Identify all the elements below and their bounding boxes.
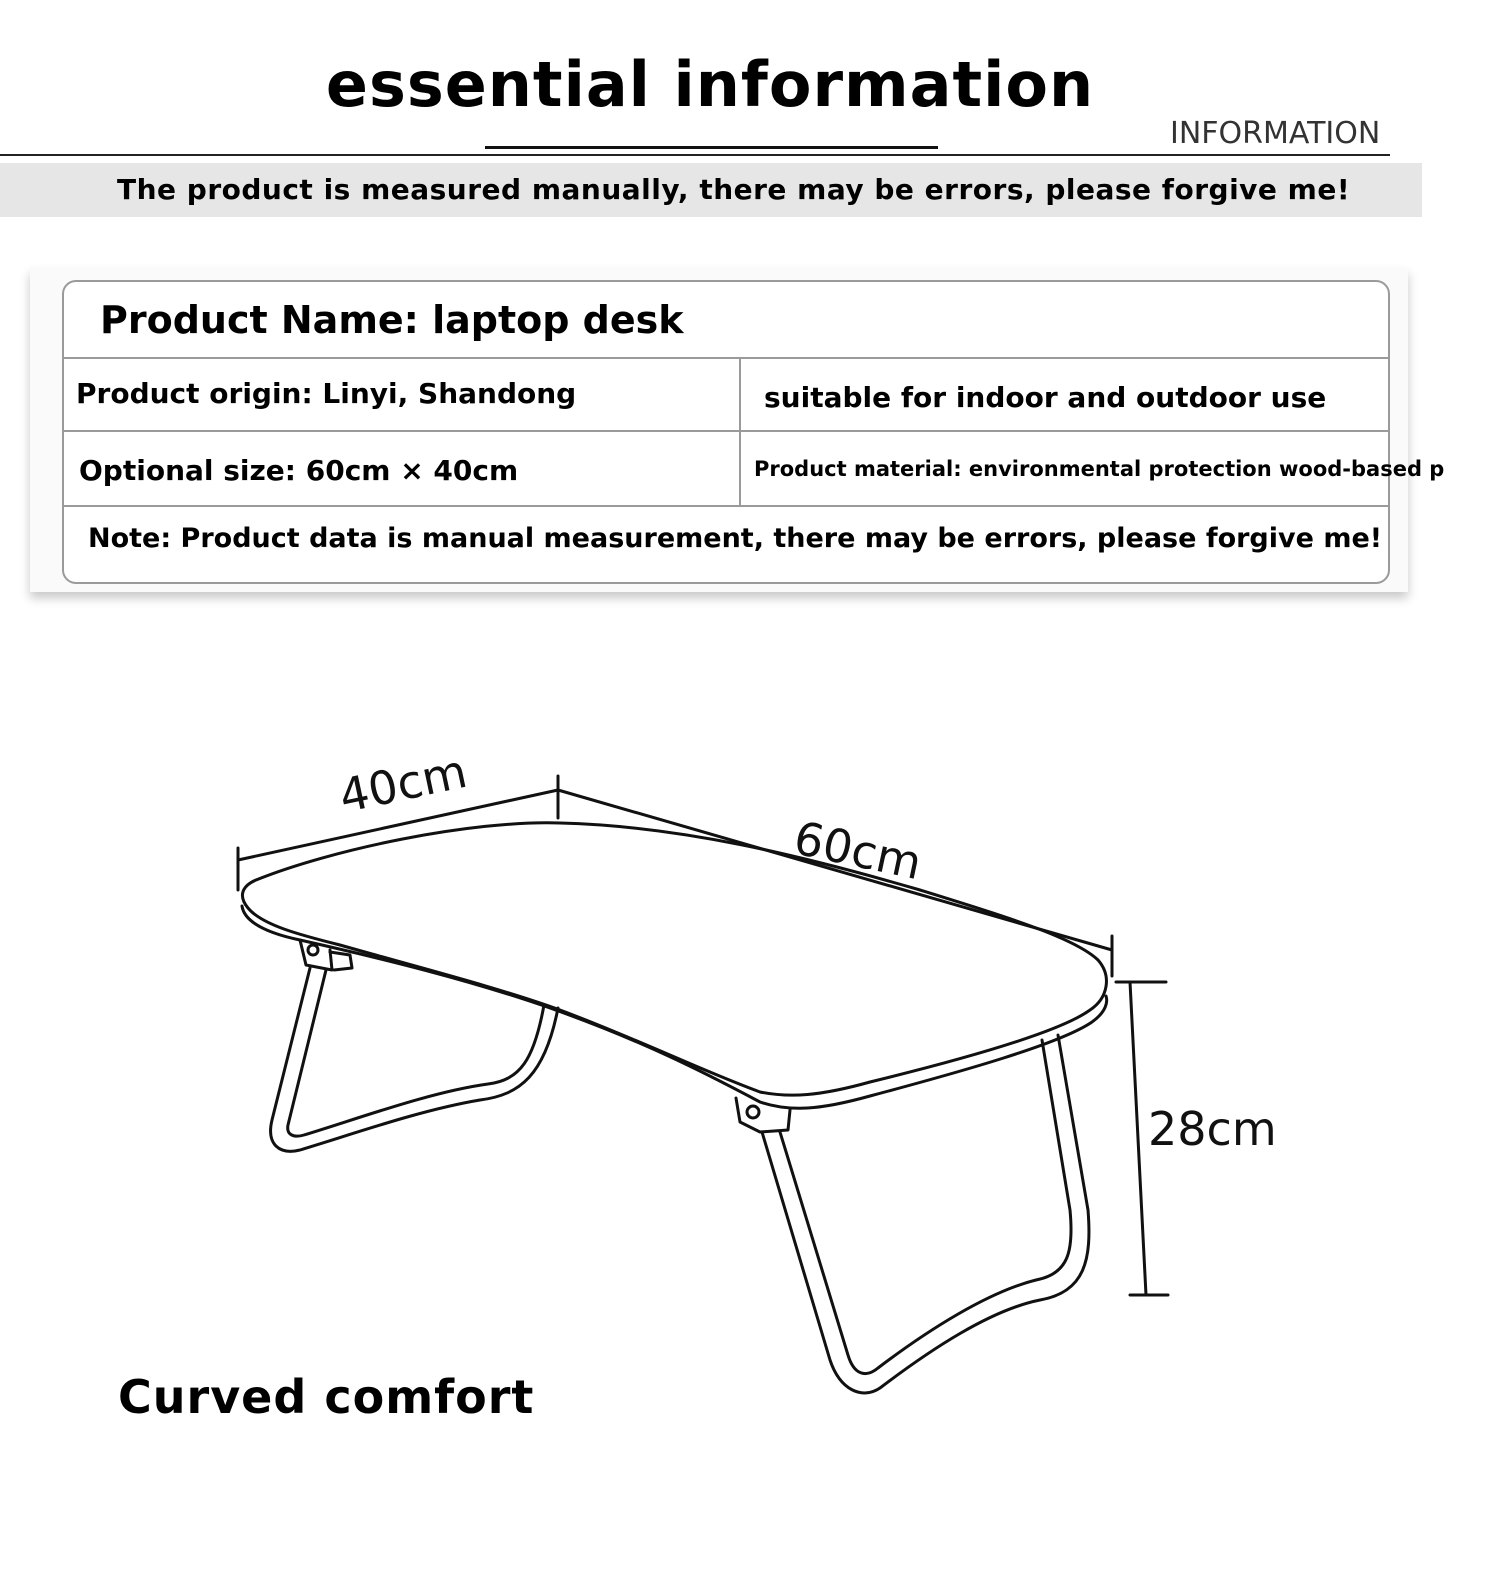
disclaimer-bar bbox=[0, 163, 1422, 217]
product-origin: Product origin: Linyi, Shandong bbox=[76, 377, 577, 410]
table-row-note bbox=[64, 507, 1388, 582]
table-row-size bbox=[64, 432, 1445, 507]
front-leg bbox=[762, 1035, 1089, 1393]
front-leg-inner bbox=[780, 1040, 1071, 1374]
table-row-origin bbox=[64, 357, 1388, 432]
height-dimension-label: 28cm bbox=[1148, 1102, 1277, 1156]
front-hinge-bolt bbox=[747, 1106, 759, 1118]
width-dimension-label: 40cm bbox=[334, 743, 472, 824]
table-row-name bbox=[64, 282, 1388, 359]
info-table bbox=[62, 280, 1445, 584]
left-back-hinge-tab bbox=[330, 952, 352, 970]
length-dimension-label: 60cm bbox=[789, 810, 927, 891]
title-underline bbox=[485, 146, 938, 149]
height-dimension-line bbox=[1130, 982, 1146, 1295]
product-material: Product material: environmental protection wood-based p bbox=[754, 456, 1445, 481]
product-name: Product Name: laptop desk bbox=[100, 297, 684, 342]
desk-top-surface bbox=[242, 823, 1106, 1095]
product-usage: suitable for indoor and outdoor use bbox=[764, 381, 1327, 414]
page-title: essential information bbox=[325, 48, 1095, 121]
section-subtitle: INFORMATION bbox=[1170, 116, 1381, 151]
desk-top-edge bbox=[242, 906, 1107, 1108]
desk-line-drawing bbox=[0, 740, 1500, 1440]
product-note: Note: Product data is manual measurement, there may be errors, please forgive me! bbox=[88, 523, 1383, 554]
product-size: Optional size: 60cm × 40cm bbox=[79, 454, 519, 487]
disclaimer-text: The product is measured manually, there may be errors, please forgive me! bbox=[117, 173, 1351, 206]
table-column-divider bbox=[739, 357, 741, 430]
left-back-hinge-bolt bbox=[308, 945, 318, 955]
table-column-divider bbox=[739, 432, 741, 505]
desk-dimension-diagram bbox=[0, 740, 1500, 1440]
header-divider bbox=[0, 154, 1390, 156]
feature-caption: Curved comfort bbox=[118, 1370, 535, 1424]
